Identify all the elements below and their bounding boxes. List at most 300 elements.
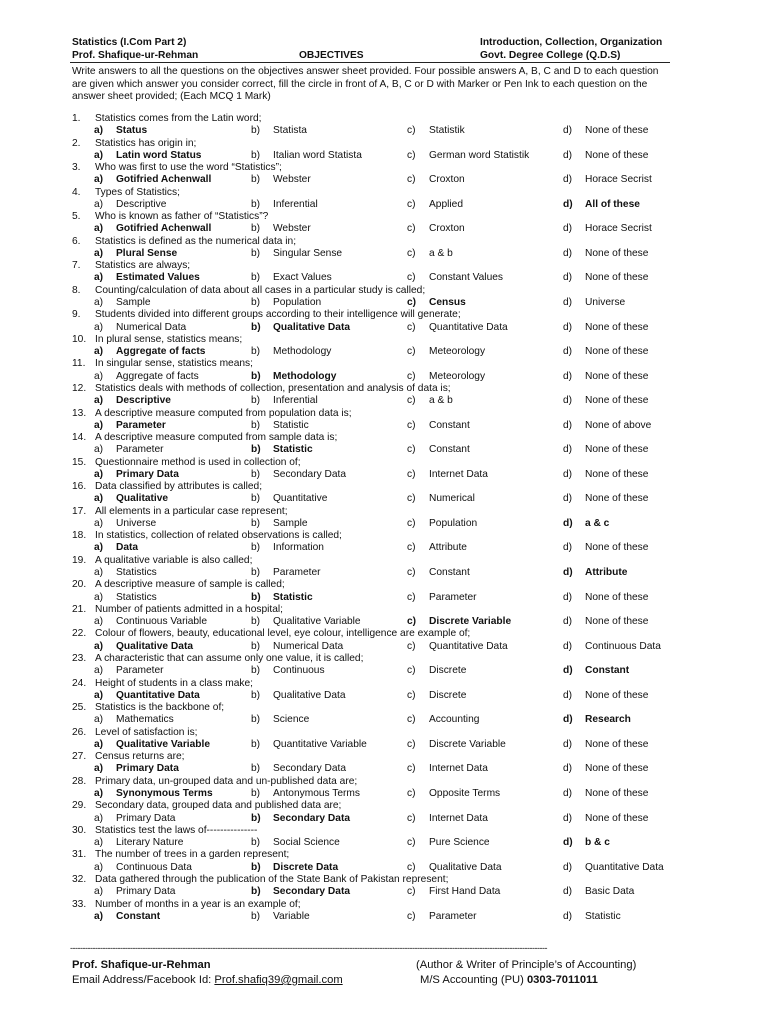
answer-option — [407, 199, 463, 211]
option-text: Statistics — [116, 591, 157, 603]
question-text — [72, 678, 253, 690]
option-letter: a) — [94, 542, 104, 554]
answer-option — [251, 199, 318, 211]
question-text — [72, 899, 301, 911]
option-text: Universe — [116, 517, 157, 529]
option-text: Primary Data — [116, 763, 179, 775]
answer-options — [72, 714, 672, 726]
option-text: Synonymous Terms — [116, 787, 213, 799]
option-letter: c) — [407, 665, 416, 677]
question-item — [72, 358, 672, 383]
option-text: Numerical Data — [273, 640, 344, 652]
option-text: Methodology — [273, 370, 337, 382]
option-text: Discrete Variable — [429, 738, 506, 750]
question-item — [72, 530, 672, 555]
question-stem: In singular sense, statistics means; — [95, 358, 253, 370]
option-letter: b) — [251, 689, 261, 701]
option-letter: b) — [251, 861, 261, 873]
option-letter: b) — [251, 174, 261, 186]
answer-option — [563, 739, 648, 751]
option-letter: a) — [94, 517, 104, 529]
email-link[interactable]: Prof.shafiq39@gmail.com — [214, 974, 343, 986]
question-stem: Statistics is defined as the numerical data in; — [95, 235, 297, 247]
answer-option — [94, 714, 174, 726]
option-text: Horace Secrist — [585, 174, 652, 186]
option-text: Meteorology — [429, 346, 486, 358]
option-letter: a) — [94, 886, 104, 898]
option-letter: b) — [251, 149, 261, 161]
question-item — [72, 506, 672, 531]
option-text: None of these — [585, 738, 649, 750]
question-number: 14. — [72, 432, 87, 444]
option-letter: c) — [407, 616, 417, 628]
answer-options — [72, 592, 672, 604]
question-stem: Statistics test the laws of--------------- — [95, 824, 258, 836]
option-text: Research — [585, 714, 631, 726]
option-letter: b) — [251, 468, 261, 480]
question-item — [72, 579, 672, 604]
option-letter: c) — [407, 886, 416, 898]
answer-option — [563, 248, 648, 260]
answer-option — [251, 542, 324, 554]
question-text — [72, 457, 301, 469]
correct-option — [94, 174, 211, 186]
question-item — [72, 432, 672, 457]
option-text: Secondary Data — [273, 763, 347, 775]
answer-option — [407, 592, 477, 604]
footer-separator: ----------------------------------------------------------------------------------------------------------------------------------------------------------------------------------------------- — [70, 943, 547, 953]
option-letter: d) — [563, 861, 573, 873]
question-item — [72, 236, 672, 261]
question-number: 29. — [72, 800, 87, 812]
option-letter: d) — [563, 763, 573, 775]
question-text — [72, 285, 425, 297]
question-item — [72, 702, 672, 727]
answer-option — [563, 272, 648, 284]
option-letter: a) — [94, 223, 104, 235]
answer-option — [251, 739, 367, 751]
answer-option — [563, 395, 648, 407]
answer-option — [407, 690, 466, 702]
option-text: Sample — [116, 297, 151, 309]
option-letter: a) — [94, 297, 104, 309]
question-stem: Statistics is the backbone of; — [95, 702, 225, 714]
answer-option — [251, 665, 325, 677]
option-letter: b) — [251, 738, 261, 750]
question-text — [72, 162, 282, 174]
answer-options — [72, 837, 672, 849]
option-letter: d) — [563, 370, 573, 382]
answer-option — [563, 125, 648, 137]
answer-options — [72, 272, 672, 284]
option-text: Qualitative Data — [429, 861, 502, 873]
question-text — [72, 334, 242, 346]
option-letter: d) — [563, 468, 573, 480]
question-stem: Secondary data, grouped data and published data are; — [95, 800, 342, 812]
option-text: Mathematics — [116, 714, 174, 726]
option-text: Discrete Variable — [429, 616, 512, 628]
option-text: Science — [273, 714, 310, 726]
question-text — [72, 113, 261, 125]
answer-option — [407, 469, 488, 481]
option-letter: b) — [251, 247, 261, 259]
question-item — [72, 727, 672, 752]
option-letter: a) — [94, 738, 104, 750]
correct-option — [94, 420, 166, 432]
option-text: Exact Values — [273, 272, 332, 284]
option-letter: d) — [563, 419, 573, 431]
answer-option — [251, 174, 311, 186]
option-letter: d) — [563, 297, 573, 309]
option-text: Latin word Status — [116, 149, 202, 161]
option-letter: d) — [563, 886, 573, 898]
correct-option — [94, 739, 210, 751]
option-letter: a) — [94, 272, 104, 284]
option-text: None of these — [585, 689, 649, 701]
answer-option — [94, 813, 175, 825]
option-letter: a) — [94, 861, 104, 873]
option-letter: a) — [94, 395, 104, 407]
question-item — [72, 113, 672, 138]
question-number: 22. — [72, 628, 87, 640]
question-text — [72, 727, 198, 739]
option-text: Gotifried Achenwall — [116, 174, 212, 186]
option-text: Primary Data — [116, 886, 176, 898]
option-text: Sample — [273, 517, 308, 529]
answer-option — [407, 763, 488, 775]
answer-options — [72, 150, 672, 162]
answer-options — [72, 567, 672, 579]
correct-option — [94, 763, 179, 775]
question-text — [72, 481, 262, 493]
question-text — [72, 555, 252, 567]
option-text: Meteorology — [429, 370, 486, 382]
option-letter: c) — [407, 861, 416, 873]
correct-option — [94, 346, 205, 358]
option-text: Numerical — [429, 493, 475, 505]
option-letter: c) — [407, 321, 416, 333]
option-letter: c) — [407, 591, 416, 603]
answer-options — [72, 911, 672, 923]
answer-option — [407, 518, 477, 530]
option-text: Information — [273, 542, 324, 554]
option-text: Parameter — [116, 444, 164, 456]
option-text: Italian word Statista — [273, 149, 362, 161]
option-text: Continuous — [273, 665, 325, 677]
question-stem: Statistics are always; — [95, 260, 191, 272]
option-text: Croxton — [429, 223, 465, 235]
question-stem: Level of satisfaction is; — [95, 726, 198, 738]
option-text: None of these — [585, 493, 649, 505]
answer-option — [563, 223, 652, 235]
answer-option — [251, 272, 332, 284]
answer-options — [72, 420, 672, 432]
option-text: Numerical Data — [116, 321, 187, 333]
option-letter: b) — [251, 812, 261, 824]
option-text: Constant — [429, 444, 470, 456]
option-text: Horace Secrist — [585, 223, 652, 235]
answer-option — [251, 223, 311, 235]
option-text: Internet Data — [429, 763, 488, 775]
correct-option — [94, 493, 168, 505]
option-letter: d) — [563, 616, 573, 628]
question-number: 16. — [72, 481, 87, 493]
option-text: Quantitative Data — [585, 861, 664, 873]
question-item — [72, 825, 672, 850]
correct-option — [94, 911, 160, 923]
answer-options — [72, 346, 672, 358]
option-letter: c) — [407, 812, 416, 824]
answer-option — [251, 714, 309, 726]
option-letter: a) — [94, 591, 104, 603]
question-text — [72, 187, 180, 199]
option-text: Qualitative Data — [273, 321, 350, 333]
question-item — [72, 334, 672, 359]
answer-option — [407, 788, 500, 800]
answer-option — [563, 911, 621, 923]
option-text: None of these — [585, 125, 649, 137]
question-item — [72, 678, 672, 703]
option-letter: c) — [407, 689, 416, 701]
question-text — [72, 506, 288, 518]
option-text: Primary Data — [116, 812, 176, 824]
answer-option — [407, 174, 465, 186]
answer-options — [72, 763, 672, 775]
option-text: Aggregate of facts — [116, 346, 206, 358]
option-text: Attribute — [585, 567, 628, 579]
answer-option — [563, 690, 648, 702]
option-letter: b) — [251, 640, 261, 652]
option-letter: d) — [563, 542, 573, 554]
question-stem: Primary data, un-grouped data and un-published data are; — [95, 775, 358, 787]
correct-option — [563, 837, 610, 849]
question-stem: A qualitative variable is also called; — [95, 554, 253, 566]
question-item — [72, 604, 672, 629]
answer-options — [72, 199, 672, 211]
option-letter: b) — [251, 321, 261, 333]
option-letter: a) — [94, 837, 104, 849]
option-text: Constant — [116, 910, 161, 922]
option-letter: a) — [94, 419, 104, 431]
option-letter: c) — [407, 125, 416, 137]
option-text: None of these — [585, 247, 649, 259]
option-letter: b) — [251, 886, 261, 898]
option-text: Constant — [429, 419, 470, 431]
answer-option — [407, 371, 485, 383]
answer-option — [94, 371, 199, 383]
option-letter: c) — [407, 395, 416, 407]
question-stem: Data classified by attributes is called; — [95, 481, 263, 493]
option-letter: a) — [94, 714, 104, 726]
option-text: Continuous Data — [585, 640, 661, 652]
question-stem: A characteristic that can assume only one value, it is called; — [95, 653, 364, 665]
answer-options — [72, 813, 672, 825]
option-text: Statistic — [273, 591, 313, 603]
answer-option — [407, 150, 529, 162]
document-header — [72, 36, 670, 62]
answer-option — [94, 837, 183, 849]
option-text: a & c — [585, 517, 610, 529]
answer-option — [407, 739, 506, 751]
option-letter: b) — [251, 198, 261, 210]
question-list — [72, 113, 672, 923]
answer-option — [407, 322, 508, 334]
correct-option — [251, 862, 338, 874]
option-text: Qualitative Data — [273, 689, 346, 701]
option-text: None of above — [585, 419, 652, 431]
question-stem: Census returns are; — [95, 751, 185, 763]
option-letter: b) — [251, 419, 261, 431]
correct-option — [251, 886, 350, 898]
option-text: Qualitative Data — [116, 640, 193, 652]
option-letter: a) — [94, 346, 104, 358]
question-text — [72, 408, 352, 420]
question-item — [72, 138, 672, 163]
option-text: None of these — [585, 370, 649, 382]
question-number: 23. — [72, 653, 87, 665]
option-text: Descriptive — [116, 198, 167, 210]
question-stem: Types of Statistics; — [95, 186, 180, 198]
option-letter: d) — [563, 517, 573, 529]
answer-option — [251, 297, 321, 309]
option-text: Universe — [585, 297, 626, 309]
answer-option — [563, 788, 648, 800]
answer-options — [72, 886, 672, 898]
option-letter: c) — [407, 567, 416, 579]
question-item — [72, 408, 672, 433]
question-text — [72, 751, 184, 763]
question-stem: A descriptive measure computed from sample data is; — [95, 432, 338, 444]
answer-option — [251, 518, 308, 530]
option-letter: c) — [407, 272, 416, 284]
correct-option — [94, 395, 171, 407]
option-letter: a) — [94, 174, 104, 186]
answer-options — [72, 469, 672, 481]
question-number: 30. — [72, 824, 87, 836]
answer-option — [563, 813, 648, 825]
option-letter: b) — [251, 272, 261, 284]
option-letter: d) — [563, 714, 573, 726]
option-text: Statistik — [429, 125, 465, 137]
option-text: Constant — [429, 567, 470, 579]
option-text: Parameter — [273, 567, 321, 579]
option-text: Literary Nature — [116, 837, 184, 849]
answer-options — [72, 444, 672, 456]
question-text — [72, 800, 341, 812]
option-text: None of these — [585, 787, 649, 799]
section-title: OBJECTIVES — [299, 50, 364, 61]
option-letter: c) — [407, 468, 416, 480]
answer-option — [407, 641, 508, 653]
option-letter: a) — [94, 125, 104, 137]
option-letter: a) — [94, 616, 104, 628]
option-letter: a) — [94, 198, 104, 210]
college-name: Govt. Degree College (Q.D.S) — [480, 50, 621, 61]
option-text: Internet Data — [429, 468, 488, 480]
answer-options — [72, 690, 672, 702]
question-stem: Counting/calculation of data about all cases in a particular study is called; — [95, 284, 426, 296]
option-text: Continuous Variable — [116, 616, 207, 628]
option-text: Population — [273, 297, 322, 309]
correct-option — [563, 714, 631, 726]
author-name: Prof. Shafique-ur-Rehman — [72, 50, 199, 61]
option-letter: a) — [94, 910, 104, 922]
question-number: 15. — [72, 456, 87, 468]
question-item — [72, 800, 672, 825]
option-letter: b) — [251, 787, 261, 799]
question-number: 8. — [72, 284, 81, 296]
question-stem: Questionnaire method is used in collection of; — [95, 456, 301, 468]
question-item — [72, 285, 672, 310]
option-text: Parameter — [116, 419, 166, 431]
question-stem: Who was first to use the word “Statistics”; — [95, 162, 282, 174]
answer-options — [72, 665, 672, 677]
answer-option — [563, 641, 661, 653]
option-text: Quantitative Data — [429, 640, 508, 652]
answer-option — [251, 616, 361, 628]
option-letter: a) — [94, 665, 104, 677]
option-text: None of these — [585, 444, 649, 456]
answer-options — [72, 518, 672, 530]
question-number: 25. — [72, 702, 87, 714]
option-text: None of these — [585, 272, 649, 284]
question-stem: Statistics comes from the Latin word; — [95, 113, 262, 124]
question-item — [72, 260, 672, 285]
question-stem: Number of patients admitted in a hospital; — [95, 603, 284, 615]
option-text: Quantitative Data — [429, 321, 508, 333]
correct-option — [94, 788, 213, 800]
option-letter: d) — [563, 812, 573, 824]
correct-option — [94, 690, 200, 702]
question-text — [72, 874, 448, 886]
question-number: 6. — [72, 235, 81, 247]
correct-option — [251, 322, 350, 334]
correct-option — [563, 199, 640, 211]
answer-option — [563, 542, 648, 554]
option-letter: b) — [251, 591, 261, 603]
answer-option — [563, 346, 648, 358]
question-text — [72, 358, 253, 370]
correct-option — [94, 641, 193, 653]
correct-option — [407, 616, 511, 628]
question-number: 11. — [72, 358, 86, 370]
question-number: 27. — [72, 751, 87, 763]
option-letter: d) — [563, 640, 573, 652]
option-letter: b) — [251, 837, 261, 849]
option-text: Statistic — [585, 910, 621, 922]
question-number: 2. — [72, 137, 81, 149]
answer-option — [94, 567, 157, 579]
phone-number: 0303-7011011 — [526, 974, 598, 986]
header-rule — [70, 62, 670, 63]
question-item — [72, 874, 672, 899]
option-text: Variable — [273, 910, 310, 922]
question-text — [72, 604, 283, 616]
option-letter: c) — [407, 542, 416, 554]
answer-option — [94, 322, 186, 334]
answer-option — [251, 837, 340, 849]
question-stem: In statistics, collection of related observations is called; — [95, 530, 342, 542]
option-letter: c) — [407, 419, 416, 431]
option-text: Methodology — [273, 346, 332, 358]
question-number: 19. — [72, 554, 87, 566]
question-stem: All elements in a particular case represent; — [95, 505, 288, 517]
option-letter: d) — [563, 174, 573, 186]
option-text: None of these — [585, 395, 649, 407]
correct-option — [407, 297, 466, 309]
question-number: 26. — [72, 726, 87, 738]
option-letter: d) — [563, 665, 573, 677]
